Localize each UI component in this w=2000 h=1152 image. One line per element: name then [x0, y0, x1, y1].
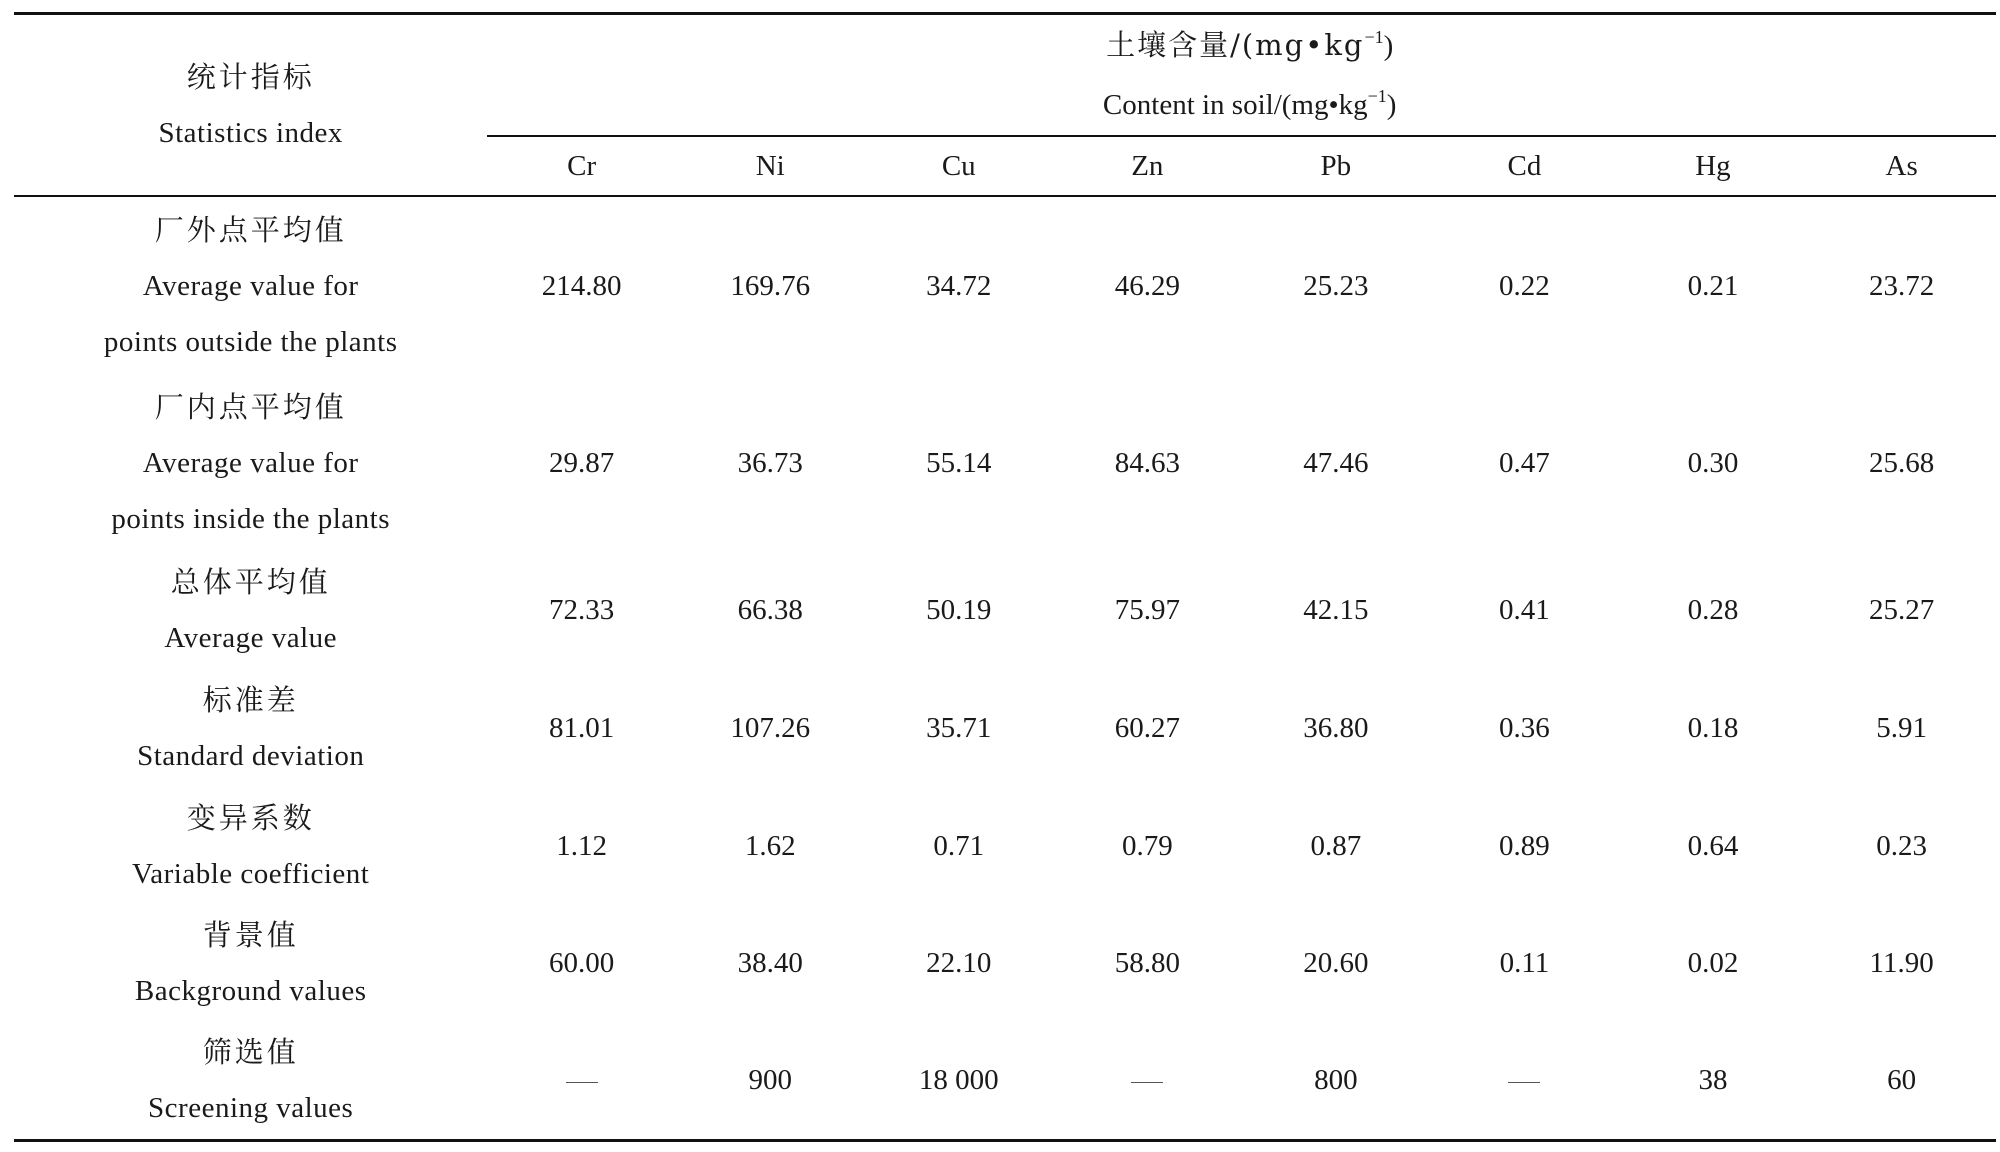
table-row: [14, 1021, 1996, 1141]
cell-cr: 1.12: [556, 829, 608, 862]
cell-zn: 84.63: [1114, 446, 1180, 479]
cell-cr: 214.80: [541, 269, 622, 302]
cell-zn: 0.79: [1121, 829, 1173, 862]
row-label-en: Average value: [164, 622, 338, 654]
cell-ni: 169.76: [730, 269, 811, 302]
dash-mark: [1131, 1082, 1163, 1083]
table-row: [14, 669, 1996, 787]
row-label-cn: 总体平均值: [170, 565, 331, 599]
row-label-cn: 变异系数: [186, 800, 315, 835]
cell-as: 23.72: [1868, 269, 1935, 302]
table-row: [14, 904, 1996, 1021]
table-row: [14, 787, 1996, 904]
cell-pb: 800: [1242, 1021, 1431, 1141]
row-label-cn: 厂内点平均值: [154, 389, 347, 424]
cell-cu: 55.14: [926, 446, 992, 479]
cell-cd: 0.22: [1499, 269, 1550, 302]
cell-cu: 18 000: [865, 1021, 1054, 1141]
cell-cr: 81.01: [549, 712, 615, 744]
cell-cr: [487, 1021, 676, 1141]
cell-cd: 0.36: [1499, 712, 1550, 744]
cell-hg: 0.64: [1687, 829, 1739, 862]
cell-cd: 0.47: [1499, 446, 1550, 479]
column-header-cd: Cd: [1430, 136, 1619, 196]
column-header-as: As: [1807, 136, 1996, 196]
row-label: [14, 196, 487, 374]
column-header-hg: Hg: [1619, 136, 1808, 196]
cell-hg: 0.21: [1687, 269, 1739, 302]
cell-cd: 0.11: [1499, 946, 1550, 979]
row-label-en: Standard deviation: [137, 740, 365, 772]
row-label: [14, 904, 487, 1021]
cell-pb: 20.60: [1303, 946, 1369, 979]
cell-cr: 72.33: [549, 594, 615, 626]
cell-as: 60: [1807, 1021, 1996, 1141]
cell-ni: 1.62: [744, 829, 796, 862]
cell-hg: 0.30: [1687, 446, 1739, 479]
row-label-cn: 背景值: [202, 917, 299, 952]
row-label: [14, 1021, 487, 1141]
cell-zn: [1053, 1021, 1242, 1141]
cell-ni: 38.40: [737, 946, 803, 979]
cell-hg: 0.02: [1687, 946, 1739, 979]
header-content-en-sup: −1: [1367, 86, 1387, 106]
row-label-en: Variable coefficient: [132, 857, 370, 890]
row-label-cn: 标准差: [202, 683, 299, 717]
cell-cu: 0.71: [933, 829, 985, 862]
cell-zn: 60.27: [1114, 712, 1180, 744]
cell-pb: 25.23: [1303, 269, 1369, 302]
cell-cu: 34.72: [926, 269, 992, 302]
row-label: [14, 374, 487, 551]
cell-cd: 0.89: [1499, 829, 1550, 862]
header-content-en-text: Content in soil/(mg•kg: [1102, 89, 1368, 121]
cell-as: 0.23: [1876, 829, 1927, 862]
row-label-cn: 厂外点平均值: [154, 212, 347, 247]
cell-zn: 46.29: [1114, 269, 1180, 302]
cell-ni: 36.73: [737, 446, 803, 479]
header-content-en-close: ): [1386, 89, 1397, 121]
cell-hg: 0.18: [1687, 712, 1739, 744]
cell-cd: 0.41: [1499, 594, 1550, 626]
column-header-cr: Cr: [487, 136, 676, 196]
header-content-cn: [487, 14, 1996, 76]
cell-as: 25.68: [1868, 446, 1935, 479]
cell-zn: 75.97: [1114, 594, 1180, 626]
cell-cu: 50.19: [926, 594, 992, 626]
dash-mark: [1508, 1082, 1540, 1083]
table-row: [14, 551, 1996, 669]
row-label-en: Average value for: [142, 446, 359, 479]
row-label-en: Background values: [134, 974, 367, 1007]
table-row: [14, 374, 1996, 551]
row-label: [14, 669, 487, 787]
header-statistics-index: [14, 14, 487, 197]
cell-pb: 42.15: [1303, 594, 1369, 626]
cell-ni: 107.26: [730, 712, 811, 744]
row-label: [14, 787, 487, 904]
cell-cd: [1430, 1021, 1619, 1141]
row-label-en-line2: points inside the plants: [111, 502, 391, 535]
cell-cr: 60.00: [549, 946, 615, 979]
statistics-table: [14, 12, 1996, 1142]
cell-ni: 900: [676, 1021, 865, 1141]
header-content-en: [487, 75, 1996, 136]
table-row: [14, 196, 1996, 374]
header-index-en: Statistics index: [158, 117, 343, 149]
cell-as: 11.90: [1869, 946, 1934, 979]
row-label-en: Screening values: [148, 1092, 354, 1124]
cell-cr: 29.87: [549, 446, 615, 479]
cell-pb: 0.87: [1310, 829, 1362, 862]
column-header-cu: Cu: [865, 136, 1054, 196]
column-header-ni: Ni: [676, 136, 865, 196]
column-header-pb: Pb: [1242, 136, 1431, 196]
cell-hg: 38: [1619, 1021, 1808, 1141]
cell-cu: 22.10: [926, 946, 992, 979]
row-label-en-line2: points outside the plants: [103, 325, 398, 358]
header-content-cn-text: 土壤含量/(mg•kg: [1106, 27, 1365, 62]
cell-as: 25.27: [1868, 594, 1935, 626]
header-content-cn-sup: −1: [1364, 26, 1384, 47]
cell-hg: 0.28: [1687, 594, 1739, 626]
header-index-cn: 统计指标: [186, 60, 315, 94]
row-label-cn: 筛选值: [202, 1035, 299, 1069]
row-label-en: Average value for: [142, 269, 359, 302]
cell-pb: 36.80: [1303, 712, 1369, 744]
cell-ni: 66.38: [737, 594, 803, 626]
dash-mark: [566, 1082, 598, 1083]
cell-zn: 58.80: [1114, 946, 1180, 979]
cell-pb: 47.46: [1303, 446, 1369, 479]
row-label: [14, 551, 487, 669]
cell-as: 5.91: [1876, 712, 1927, 744]
header-content-cn-close: ): [1383, 29, 1394, 62]
column-header-zn: Zn: [1053, 136, 1242, 196]
cell-cu: 35.71: [926, 712, 992, 744]
